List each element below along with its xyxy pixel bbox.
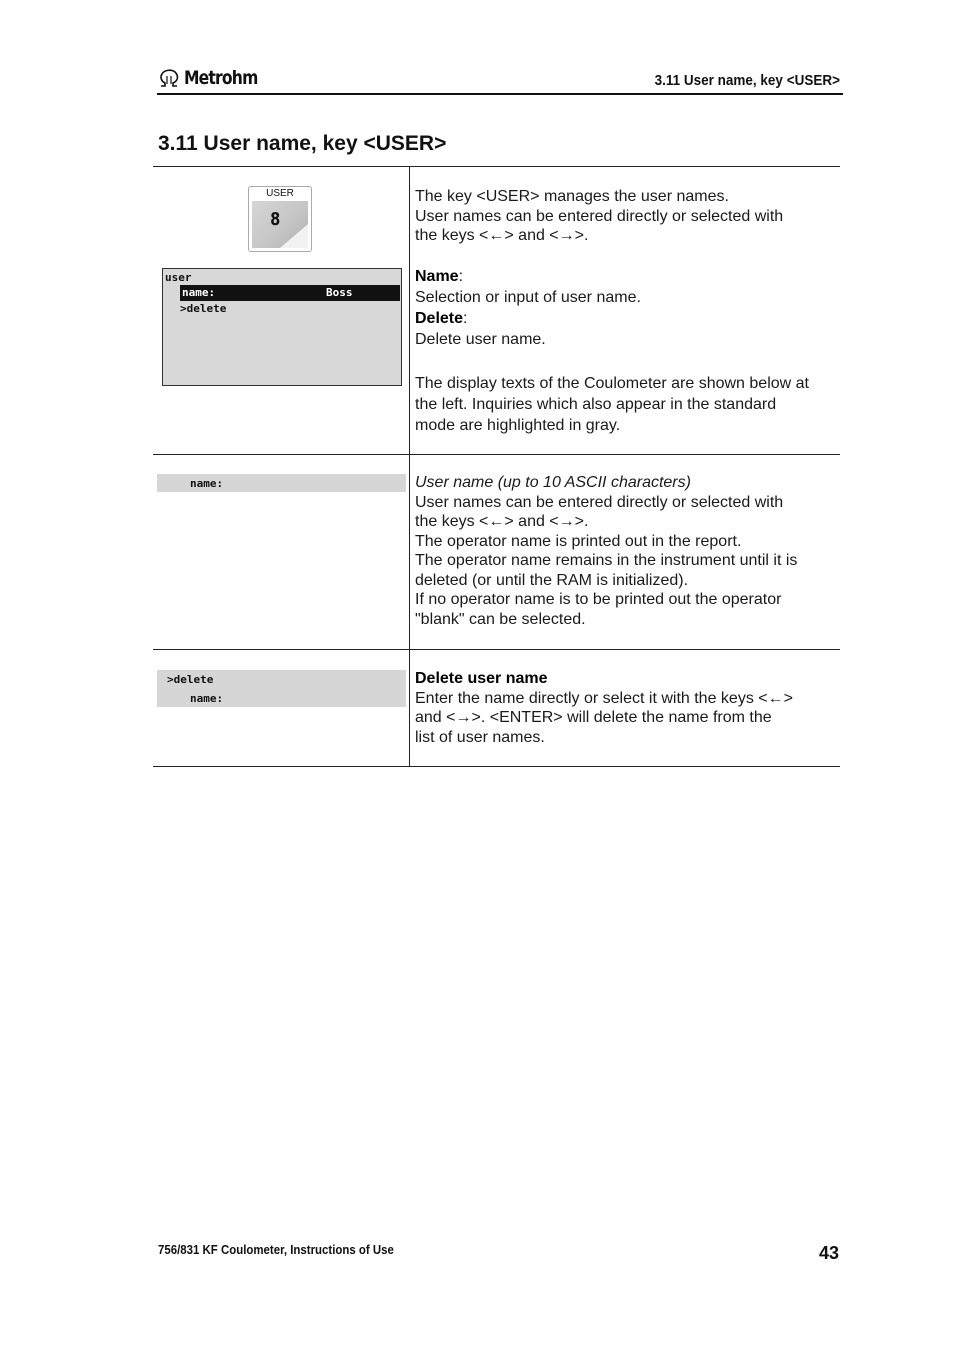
row1-note-line1: The display texts of the Coulometer are shown below at [415, 374, 809, 392]
lcd-selected-line [180, 285, 400, 301]
row3-line3: list of user names. [415, 728, 545, 746]
table-rule-row1 [153, 454, 840, 455]
row2-line5: deleted (or until the RAM is initialized). [415, 571, 689, 589]
user-key-label: USER [266, 188, 294, 199]
lcd-delete-line: >delete [180, 302, 227, 315]
display-delete-inquiry [157, 670, 406, 707]
row3-line2: and <→>. <ENTER> will delete the name from the [415, 709, 772, 726]
row2-line6: If no operator name is to be printed out the operator [415, 591, 782, 608]
row2-description [415, 473, 840, 629]
row3-heading: Delete user name [415, 670, 548, 687]
row2-line7: "blank" can be selected. [415, 610, 586, 628]
row3-description [415, 669, 840, 747]
table-rule-top [153, 166, 840, 167]
brand-name: Metrohm [184, 67, 258, 89]
user-key [248, 186, 312, 252]
row1-description: The key <USER> manages the user names. User names can be entered directly or selected with the keys <←> and <→>. Name: Selection or input of user name. Delete: Delete user name. The display texts of the Coulometer are shown below at the left. Inquiries which also appear in the standard mode are highlighted in gray. [415, 187, 840, 436]
metrohm-omega-icon [158, 68, 180, 88]
header-rule [157, 93, 843, 95]
row1-intro-line2: User names can be entered directly or selected with [415, 207, 784, 225]
display-delete-text: >delete [167, 673, 214, 686]
row2-line2: the keys <←> and <→>. [415, 513, 589, 530]
display-name-text: name: [190, 477, 224, 490]
lcd-display [162, 268, 402, 386]
row3-line1: Enter the name directly or select it with the keys <←> [415, 689, 793, 707]
row1-intro-line1: The key <USER> manages the user names. [415, 188, 729, 205]
name-term: Name [415, 267, 459, 285]
display-name-inquiry [157, 474, 406, 492]
delete-description: Delete user name. [415, 331, 546, 348]
section-title: 3.11 User name, key <USER> [158, 132, 447, 155]
display-delete-name-text: name: [190, 692, 224, 705]
running-header: 3.11 User name, key <USER> [654, 72, 840, 89]
footer-doc-title: 756/831 KF Coulometer, Instructions of Use [158, 1242, 394, 1257]
row1-intro-line3: the keys <←> and <→>. [415, 227, 589, 244]
table-rule-row2 [153, 649, 840, 650]
row2-line3: The operator name is printed out in the report. [415, 532, 742, 550]
table-column-divider [409, 166, 410, 766]
lcd-title: user [165, 271, 192, 284]
row2-heading: User name (up to 10 ASCII characters) [415, 474, 691, 491]
metrohm-logo [158, 66, 274, 90]
row1-note-line3: mode are highlighted in gray. [415, 416, 621, 434]
user-key-number: 8 [270, 209, 281, 230]
lcd-name-value: Boss [326, 286, 353, 299]
name-description: Selection or input of user name. [415, 289, 641, 306]
delete-term: Delete [415, 309, 464, 327]
row1-note-line2: the left. Inquiries which also appear in the standard [415, 395, 777, 413]
row2-line4: The operator name remains in the instrument until it is [415, 552, 798, 569]
lcd-name-label: name: [182, 286, 216, 299]
table-rule-bottom [153, 766, 840, 767]
row2-line1: User names can be entered directly or selected with [415, 493, 784, 511]
page-number: 43 [819, 1243, 840, 1263]
